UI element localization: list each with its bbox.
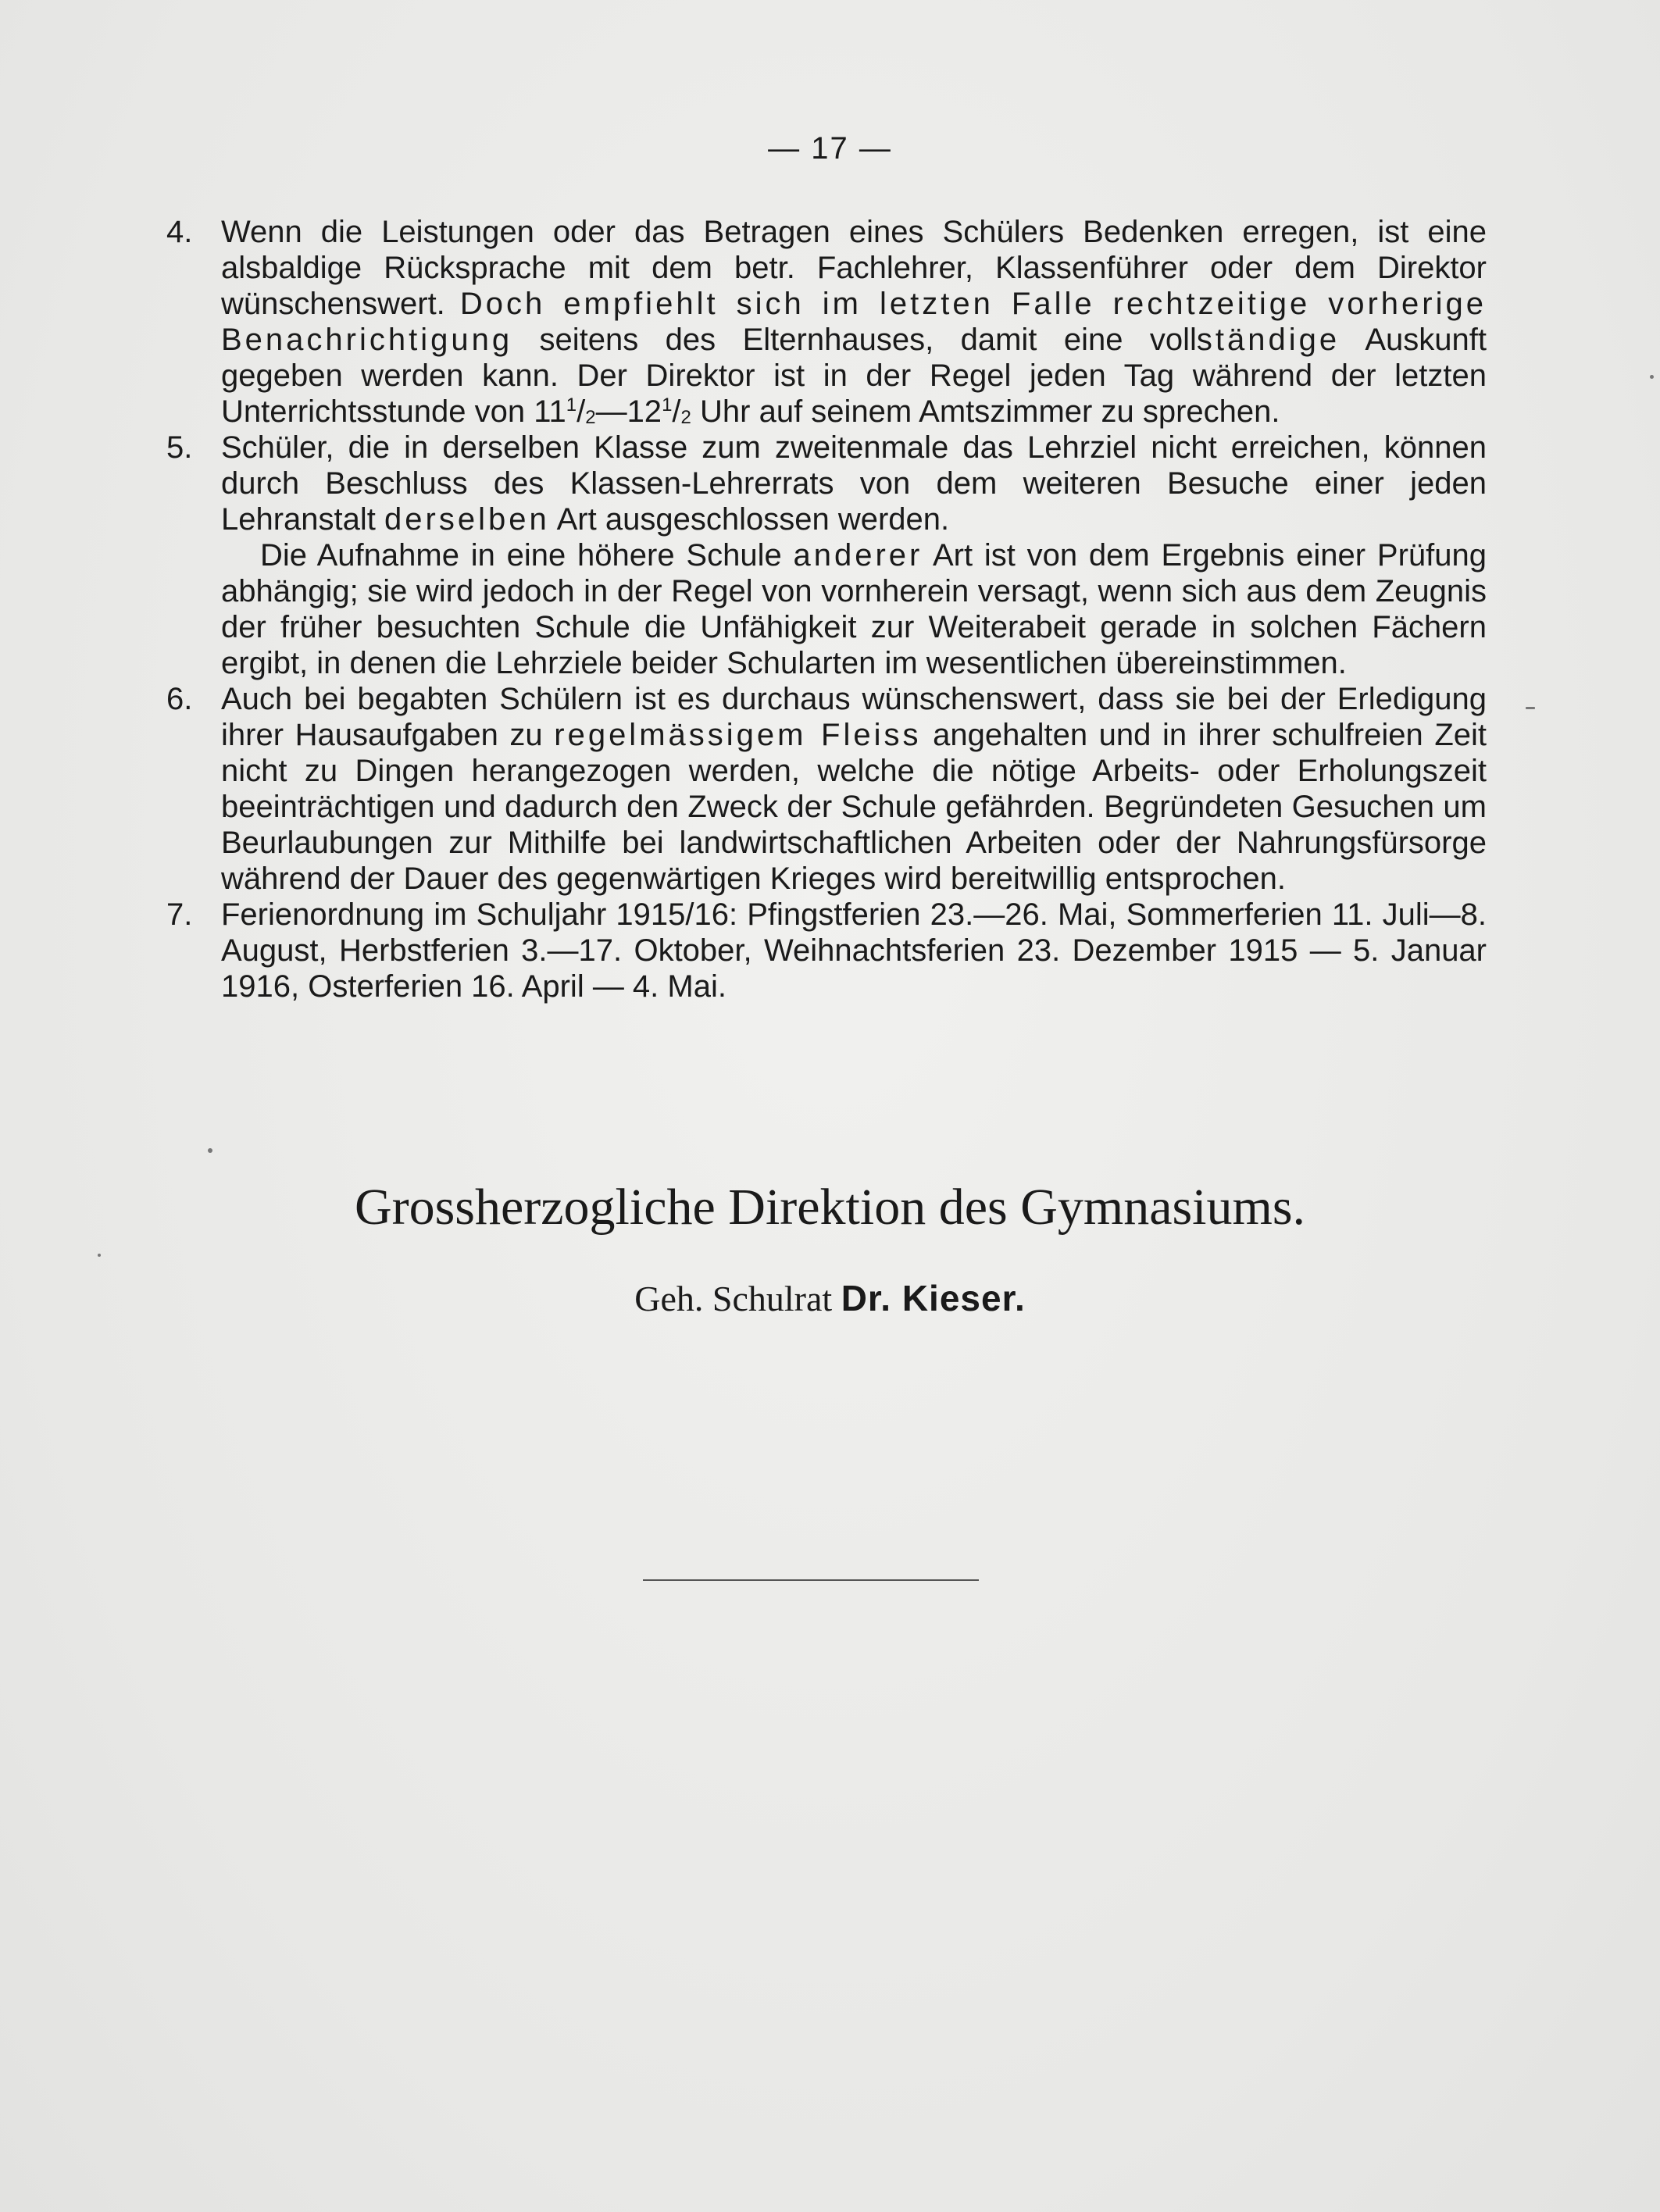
text-run: Art ausgeschlossen werden. — [549, 502, 950, 537]
text-run: Auch bei begabten Schülern ist es durchaus wünschenswert, dass sie bei der Erledigung ihrer Hausaufgaben zu — [221, 682, 1487, 752]
list-item-4 — [166, 214, 1487, 430]
fraction-numerator: 1 — [566, 394, 577, 416]
item-text — [221, 214, 1487, 430]
signature-title: Geh. Schulrat — [634, 1279, 841, 1318]
numbered-list — [166, 214, 1487, 1004]
spaced-text: derselben — [384, 502, 550, 537]
item-text — [221, 430, 1487, 537]
text-run: Art ist von dem Ergebnis einer Prüfung abhängig; sie wird jedoch in der Regel von vornherein versagt, wenn sich aus dem Zeugnis der früher besuchten Schule die Unfähigkeit zur Weiterabeit gerade in solchen Fächern ergibt, in denen die Lehrziele beider Schularten im wesentlichen übereinstimmen. — [221, 538, 1487, 680]
list-item-7 — [166, 897, 1487, 1004]
signature-name: Dr. Kieser. — [841, 1278, 1026, 1318]
fraction-slash: / — [672, 394, 681, 429]
fraction-numerator: 1 — [662, 394, 673, 416]
paper-speck — [208, 1148, 212, 1153]
fraction-denominator: 2 — [585, 407, 596, 428]
item-number: 6. — [166, 682, 193, 716]
spaced-text: regelmässigem Fleiss — [554, 718, 922, 752]
text-run: Die Aufnahme in eine höhere Schule — [260, 538, 794, 573]
item-number: 7. — [166, 897, 193, 932]
spaced-text: Doch empfiehlt sich im letzten Falle rechtzeitige vorherige Benachrichtigung — [221, 287, 1487, 357]
signature-line — [0, 1277, 1660, 1319]
text-run: —12 — [595, 394, 662, 429]
item-number: 4. — [166, 215, 193, 249]
list-item-6 — [166, 681, 1487, 897]
fraction-denominator: 2 — [680, 407, 691, 428]
text-run: seitens des Elternhauses, damit eine voll — [512, 323, 1197, 357]
list-item-5 — [166, 430, 1487, 681]
item-text: Ferienordnung im Schuljahr 1915/16: Pfingstferien 23.—26. Mai, Sommerferien 11. Juli—8. August, Herbstferien 3.—17. Oktober, Weihnachtsferien 23. Dezember 1915 — 5. Januar 1916, Osterferien 16. April — 4. Mai. — [221, 897, 1487, 1004]
item-text-continued — [221, 537, 1487, 681]
text-run: angehalten und in ihrer schulfreien Zeit nicht zu Dingen herangezogen werden, welche die nötige Arbeits- oder Erholungszeit beeinträchtigen und dadurch den Zweck der Schule gefährden. Begründeten Gesuchen um Beurlaubungen zur Mithilfe bei landwirtschaftlichen Arbeiten oder der Nahrungsfürsorge während der Dauer des gegenwärtigen Krieges wird bereitwillig entsprochen. — [221, 718, 1487, 896]
page-number: — 17 — — [768, 131, 892, 166]
divider-rule — [643, 1579, 979, 1581]
closing-title: Grossherzogliche Direktion des Gymnasiums. — [354, 1179, 1306, 1236]
spaced-text: anderer — [793, 538, 923, 573]
text-run: Wenn die Leistungen oder das Betragen eines Schülers Bedenken erregen, ist eine alsbaldige Rücksprache mit dem betr. Fachlehrer, Klassenführer oder dem Direktor wünschenswert. — [221, 215, 1487, 321]
fraction-slash: / — [577, 394, 586, 429]
text-run: Auskunft gegeben werden kann. Der Direktor ist in der Regel jeden Tag während der letzten Unterrichtsstunde von 11 — [221, 323, 1487, 429]
text-run: Uhr auf seinem Amtszimmer zu sprechen. — [691, 394, 1280, 429]
spaced-text: ständige — [1196, 323, 1340, 357]
paper-speck — [1650, 375, 1654, 379]
text-run: Schüler, die in derselben Klasse zum zweitenmale das Lehrziel nicht erreichen, können durch Beschluss des Klassen-Lehrerrats von dem weiteren Besuche einer jeden Lehranstalt — [221, 430, 1487, 537]
paper-speck — [98, 1254, 101, 1257]
item-number: 5. — [166, 430, 193, 465]
item-text — [221, 681, 1487, 897]
paper-speck — [1526, 707, 1535, 709]
